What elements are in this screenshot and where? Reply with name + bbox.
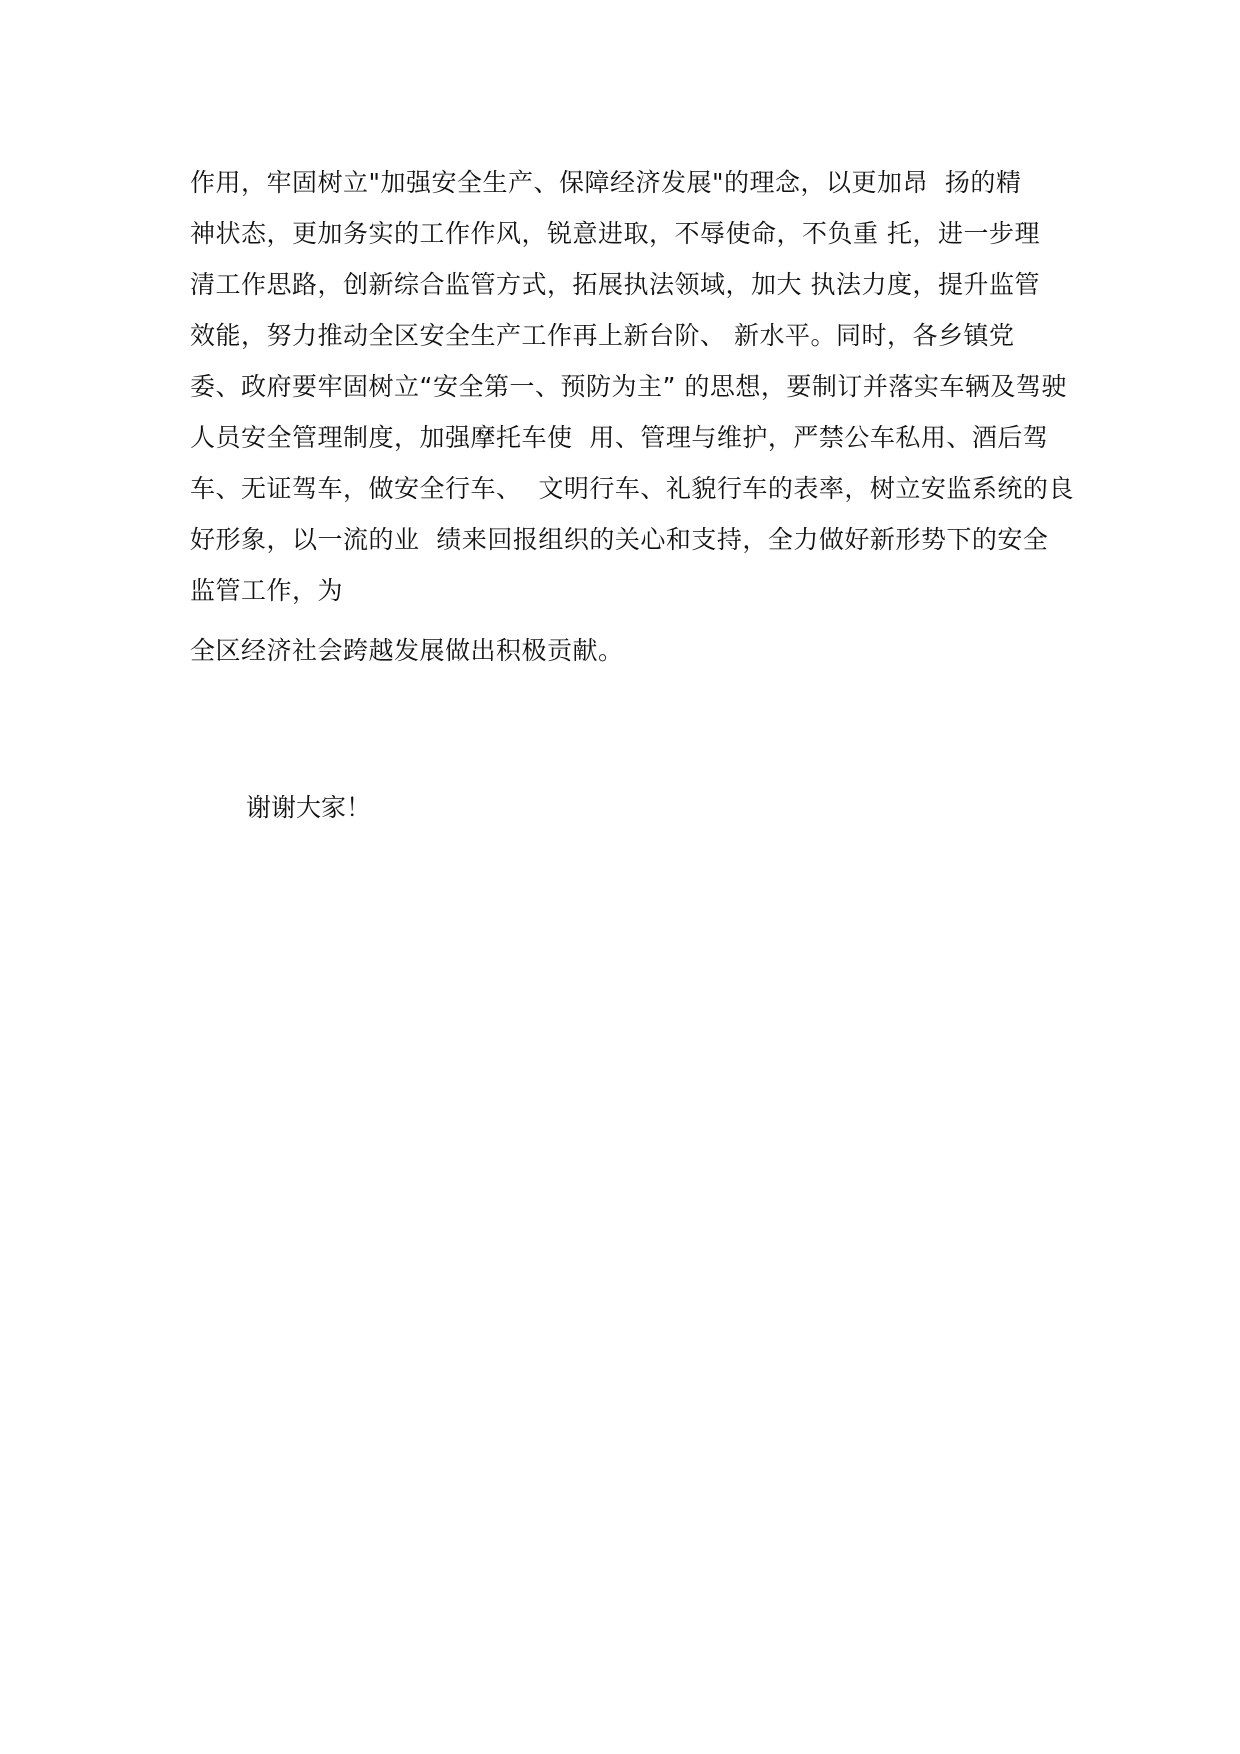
paragraph-line: 好形象，以一流的业 绩来回报组织的关心和支持，全力做好新形势下的安全	[190, 525, 1049, 554]
closing-remark: 谢谢大家！	[246, 793, 372, 822]
paragraph-line: 委、政府要牢固树立“安全第一、预防为主” 的思想，要制订并落实车辆及驾驶	[190, 372, 1067, 401]
paragraph-line: 清工作思路，创新综合监管方式，拓展执法领域，加大 执法力度，提升监管	[190, 270, 1040, 299]
paragraph-last-line: 全区经济社会跨越发展做出积极贡献。	[190, 636, 624, 665]
paragraph-line: 作用，牢固树立"加强安全生产、保障经济发展"的理念，以更加昂 扬的精	[190, 168, 1022, 197]
paragraph-line: 监管工作，为	[190, 576, 344, 605]
paragraph-line: 神状态，更加务实的工作作风，锐意进取，不辱使命，不负重 托，进一步理	[190, 219, 1040, 248]
paragraph-line: 人员安全管理制度，加强摩托车使 用、管理与维护，严禁公车私用、酒后驾	[190, 423, 1049, 452]
paragraph-line: 车、无证驾车，做安全行车、 文明行车、礼貌行车的表率，树立安监系统的良	[190, 474, 1074, 503]
paragraph-line: 效能，努力推动全区安全生产工作再上新台阶、 新水平。同时，各乡镇党	[190, 321, 1015, 350]
